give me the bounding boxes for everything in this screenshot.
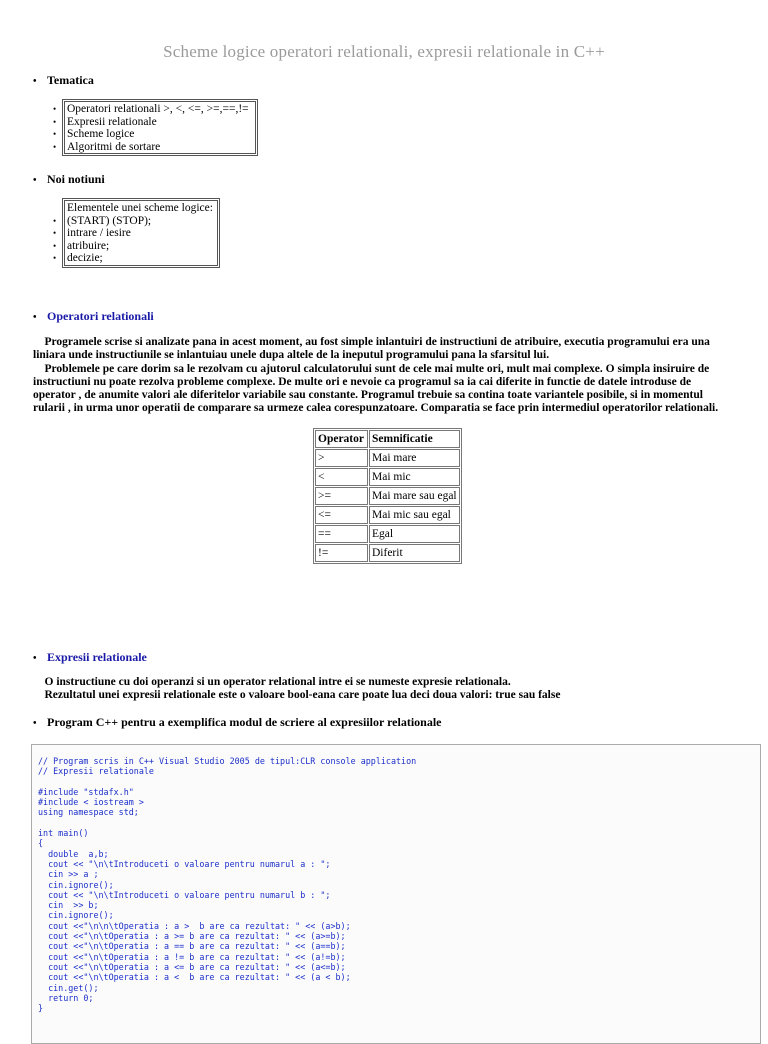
tematica-heading: Tematica (47, 73, 94, 87)
code-line: double a,b; (38, 848, 109, 859)
expresii-heading-link[interactable]: Expresii relationale (47, 650, 147, 664)
section-heading-expresii: • Expresii relationale (33, 650, 147, 664)
code-line: cin.ignore(); (38, 879, 114, 890)
section-heading-operatori: • Operatori relationali (33, 309, 154, 323)
code-line: cout <<"\n\tOperatia : a < b are ca rezultat: " << (a < b); (38, 972, 351, 983)
code-line: // Expresii relationale (38, 766, 154, 777)
list-item: • decizie; (53, 252, 103, 264)
noi-notiuni-box (53, 198, 220, 268)
code-line: return 0; (38, 992, 94, 1003)
code-line: cout <<"\n\tOperatia : a == b are ca rezultat: " << (a==b); (38, 941, 346, 952)
table-row: > Mai mare (315, 449, 460, 467)
code-line: cin >> a ; (38, 869, 99, 880)
table-row: < Mai mic (315, 468, 460, 486)
operatori-paragraph: Programele scrise si analizate pana in acest moment, au fost simple inlantuiri de instructiuni de atribuire, executia programului era una liniara unde instructiunile se inlantuiau unele dupa altele de la ineputul programului pana la sfarsitul lui. Problemele pe care dorim sa le rezolvam cu ajutorul calculatorului sunt de cele mai multe ori, mult mai complexe. O simpla insiruire de instructiuni nu poate rezolva probleme complexe. De multe ori e nevoie ca programul sa ia cai diferite in functie de datele introduse de operator , de anumite valori ale diferitelor variabile sau constante. Programul trebuie sa contina toate variantele posibile, si in momentul rularii , in urma unor operatii de comparare sa urmeze calea corespunzatoare. Comparatia se face prin intermediul operatorilor relationali. (33, 336, 719, 415)
table-header-row: Operator Semnificatie (315, 430, 460, 448)
code-line: { (38, 838, 44, 849)
code-line: cin >> b; (38, 900, 99, 911)
code-line: cout <<"\n\tOperatia : a != b are ca rezultat: " << (a!=b); (38, 951, 346, 962)
list-item: • intrare / iesire (53, 227, 131, 239)
list-item: • Algoritmi de sortare (53, 140, 161, 153)
code-line: } (38, 1003, 44, 1014)
code-line: cout <<"\n\n\tOperatia : a > b are ca rezultat: " << (a>b); (38, 920, 351, 931)
section-heading-program: • Program C++ pentru a exemplifica modul de scriere al expresiilor relationale (33, 715, 442, 729)
expresii-paragraph: O instructiune cu doi operanzi si un operator relational intre ei se numeste expresie relationala. Rezultatul unei expresii relationale este o valoare bool-eana care poate lua deci doua valori: true sau false (33, 676, 561, 702)
code-line: cout << "\n\tIntroduceti o valoare pentru numarul b : "; (38, 889, 331, 900)
code-line: cout << "\n\tIntroduceti o valoare pentru numarul a : "; (38, 858, 331, 869)
noi-notiuni-heading: Noi notiuni (47, 172, 105, 186)
table-row: >= Mai mare sau egal (315, 487, 460, 505)
code-listing (38, 756, 416, 1013)
noi-notiuni-intro: Elementele unei scheme logice: (67, 202, 213, 214)
table-row: == Egal (315, 525, 460, 543)
bullet-glyph: • (33, 76, 37, 87)
section-heading-tematica (33, 73, 94, 88)
operatori-heading-link[interactable]: Operatori relationali (47, 309, 154, 323)
code-line: #include < iostream > (38, 797, 144, 808)
program-heading: Program C++ pentru a exemplifica modul de scriere al expresiilor relationale (47, 715, 442, 729)
code-line: using namespace std; (38, 807, 139, 818)
operators-table (313, 428, 462, 564)
list-item: • Scheme logice (53, 128, 135, 140)
section-heading-noi-notiuni: • Noi notiuni (33, 172, 105, 186)
code-line (38, 818, 416, 828)
code-line: cin.ignore(); (38, 910, 114, 921)
list-item: • (START) (STOP); (53, 214, 152, 227)
list-item: • Expresii relationale (53, 115, 157, 128)
page-title: Scheme logice operatori relationali, expresii relationale in C++ (163, 42, 605, 61)
code-block (31, 744, 761, 1044)
code-line: #include "stdafx.h" (38, 786, 134, 797)
list-item: • Operatori relationali >, <, <=, >=,==,!= (53, 103, 249, 115)
code-line: cout <<"\n\tOperatia : a >= b are ca rezultat: " << (a>=b); (38, 931, 346, 942)
code-line: int main() (38, 828, 89, 839)
code-line: cout <<"\n\tOperatia : a <= b are ca rezultat: " << (a<=b); (38, 961, 346, 972)
code-line: cin.get(); (38, 982, 99, 993)
table-row: != Diferit (315, 544, 460, 562)
code-line: // Program scris in C++ Visual Studio 2005 de tipul:CLR console application (38, 756, 417, 766)
code-line (38, 777, 416, 787)
table-row: <= Mai mic sau egal (315, 506, 460, 524)
list-item: • atribuire; (53, 239, 110, 252)
tematica-box (53, 99, 258, 156)
